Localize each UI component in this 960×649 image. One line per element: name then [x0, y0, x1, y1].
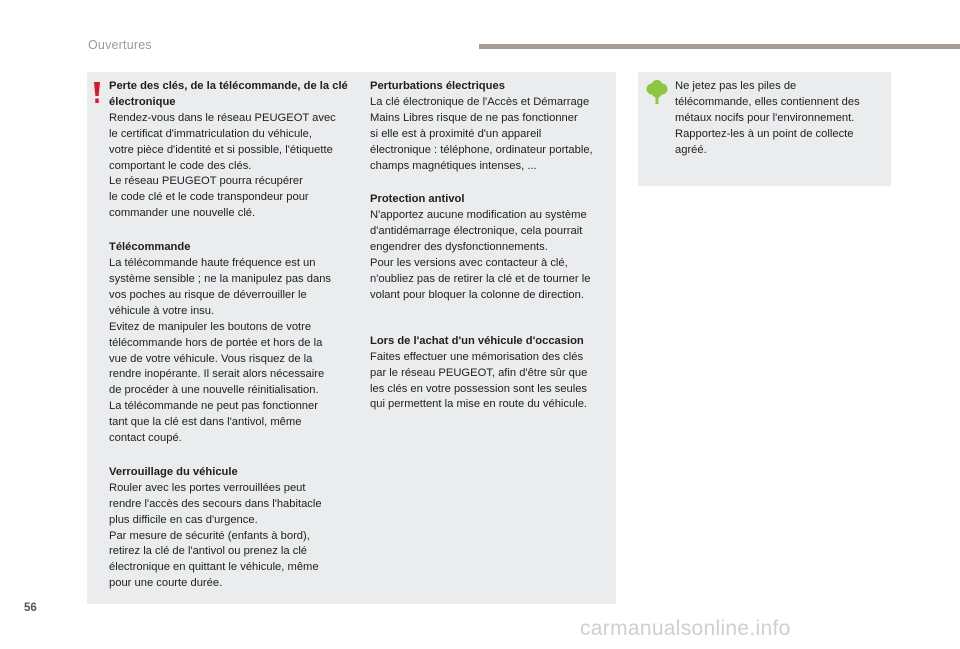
- page-number: 56: [24, 602, 37, 614]
- left-column: [109, 79, 354, 592]
- electrical-text: La clé électronique de l'Accès et Démarrage Mains Libres risque de ne pas fonctionner si elle est à proximité d'un appareil électronique : téléphone, ordinateur portable, champs magnétiques intenses, ...: [370, 95, 593, 172]
- used-vehicle-text: Faites effectuer une mémorisation des clés par le réseau PEUGEOT, afin d'être sûr que les clés en votre possession sont les seules qui permettent la mise en route du véhicule.: [370, 350, 588, 411]
- middle-column: [370, 79, 615, 413]
- antitheft-text: N'apportez aucune modification au système d'antidémarrage électronique, cela pourrait engendrer des dysfonctionnements. Pour les versions avec contacteur à clé, n'oubliez pas de retirer la clé et de tourner le volant pour bloquer la colonne de direction.: [370, 209, 591, 301]
- locking-block: [109, 465, 354, 592]
- watermark[interactable]: carmanualsonline.info: [580, 617, 791, 640]
- lost-keys-title: Perte des clés, de la télécommande, de la clé électronique: [109, 80, 348, 108]
- header-bar: [479, 44, 960, 49]
- environment-text: Ne jetez pas les piles de télécommande, elles contiennent des métaux nocifs pour l'environnement. Rapportez-les à un point de collecte agréé.: [675, 80, 860, 156]
- remote-text: La télécommande haute fréquence est un système sensible ; ne la manipulez pas dans vos poches au risque de déverrouiller le véhicule à votre insu. Evitez de manipuler les boutons de votre télécommande hors de portée et hors de la vue de votre véhicule. Vous risquez de la rendre inopérante. Il serait alors nécessaire de procéder à une nouvelle réinitialisation. La télécommande ne peut pas fonctionner tant que la clé est dans l'antivol, même contact coupé.: [109, 257, 332, 445]
- tree-icon: [646, 80, 668, 104]
- electrical-block: [370, 79, 615, 174]
- remote-title: Télécommande: [109, 241, 191, 254]
- environment-note: [675, 79, 880, 159]
- locking-title: Verrouillage du véhicule: [109, 465, 238, 478]
- antitheft-title: Protection antivol: [370, 193, 465, 206]
- antitheft-block: [370, 192, 615, 303]
- remote-block: [109, 240, 354, 447]
- locking-text: Rouler avec les portes verrouillées peut rendre l'accès des secours dans l'habitacle plus difficile en cas d'urgence. Par mesure de sécurité (enfants à bord), retirez la clé de l'antivol ou prenez la clé électronique en quittant le véhicule, même pour une courte durée.: [109, 481, 322, 590]
- exclamation-icon: [93, 82, 101, 104]
- section-title: Ouvertures: [88, 38, 152, 52]
- lost-keys-text: Rendez-vous dans le réseau PEUGEOT avec le certificat d'immatriculation du véhicule, votre pièce d'identité et si possible, l'étiquette comportant le code des clés. Le réseau PEUGEOT pourra récupérer le code clé et le code transpondeur pour commander une nouvelle clé.: [109, 111, 336, 220]
- used-vehicle-title: Lors de l'achat d'un véhicule d'occasion: [370, 334, 584, 347]
- electrical-title: Perturbations électriques: [370, 80, 505, 92]
- lost-keys-block: [109, 79, 354, 222]
- used-vehicle-block: [370, 334, 615, 414]
